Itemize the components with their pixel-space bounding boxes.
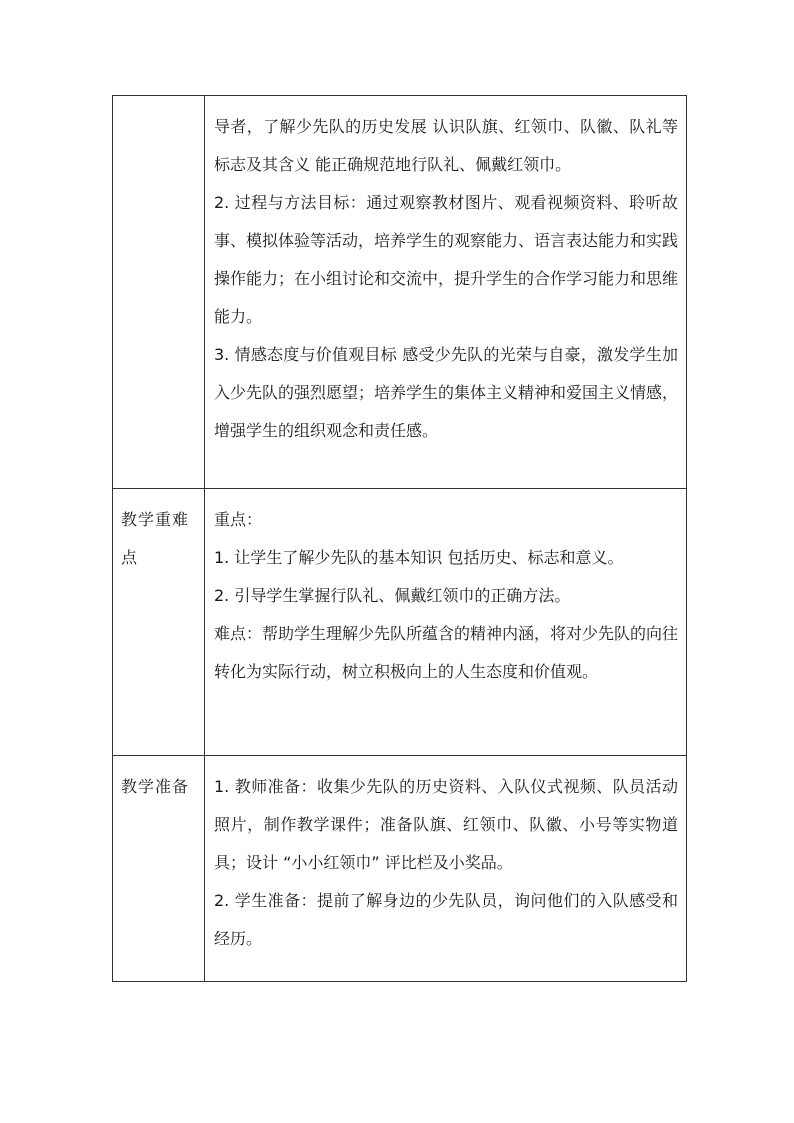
row-content-cell — [205, 96, 687, 489]
content-paragraph: 2. 过程与方法目标：通过观察教材图片、观看视频资料、聆听故事、模拟体验等活动，培养学生的观察能力、语言表达能力和实践操作能力；在小组讨论和交流中，提升学生的合作学习能力和思维能力。 — [214, 193, 679, 326]
row-content-cell — [205, 489, 687, 756]
row-label-cell — [113, 756, 205, 982]
table-row-key-difficult-points — [113, 489, 687, 756]
content-paragraph: 难点：帮助学生理解少先队所蕴含的精神内涵，将对少先队的向往转化为实际行动，树立积极向上的人生态度和价值观。 — [214, 624, 679, 681]
row-label: 教学准备 — [121, 777, 190, 796]
row-label-cell — [113, 96, 205, 489]
row-label: 教学重难点 — [121, 510, 190, 567]
content-paragraph: 导者，了解少先队的历史发展 认识队旗、红领巾、队徽、队礼等标志及其含义 能正确规范地行队礼、佩戴红领巾。 — [214, 117, 678, 174]
content-paragraph: 重点： — [214, 510, 263, 529]
table-row-preparation — [113, 756, 687, 982]
row-content-cell — [205, 756, 687, 982]
row-label — [113, 96, 204, 108]
content-paragraph: 1. 让学生了解少先队的基本知识 包括历史、标志和意义。 — [214, 548, 624, 567]
content-paragraph: 2. 引导学生掌握行队礼、佩戴红领巾的正确方法。 — [214, 586, 571, 605]
content-paragraph: 2. 学生准备：提前了解身边的少先队员，询问他们的入队感受和经历。 — [214, 891, 678, 948]
table-row-objectives — [113, 96, 687, 489]
content-paragraph: 1. 教师准备：收集少先队的历史资料、入队仪式视频、队员活动照片，制作教学课件；准备队旗、红领巾、队徽、小号等实物道具；设计 “小小红领巾” 评比栏及小奖品。 — [214, 777, 678, 872]
content-paragraph: 3. 情感态度与价值观目标 感受少先队的光荣与自豪，激发学生加入少先队的强烈愿望；培养学生的集体主义精神和爱国主义情感，增强学生的组织观念和责任感。 — [214, 345, 679, 440]
lesson-plan-table — [112, 95, 687, 982]
row-label-cell — [113, 489, 205, 756]
